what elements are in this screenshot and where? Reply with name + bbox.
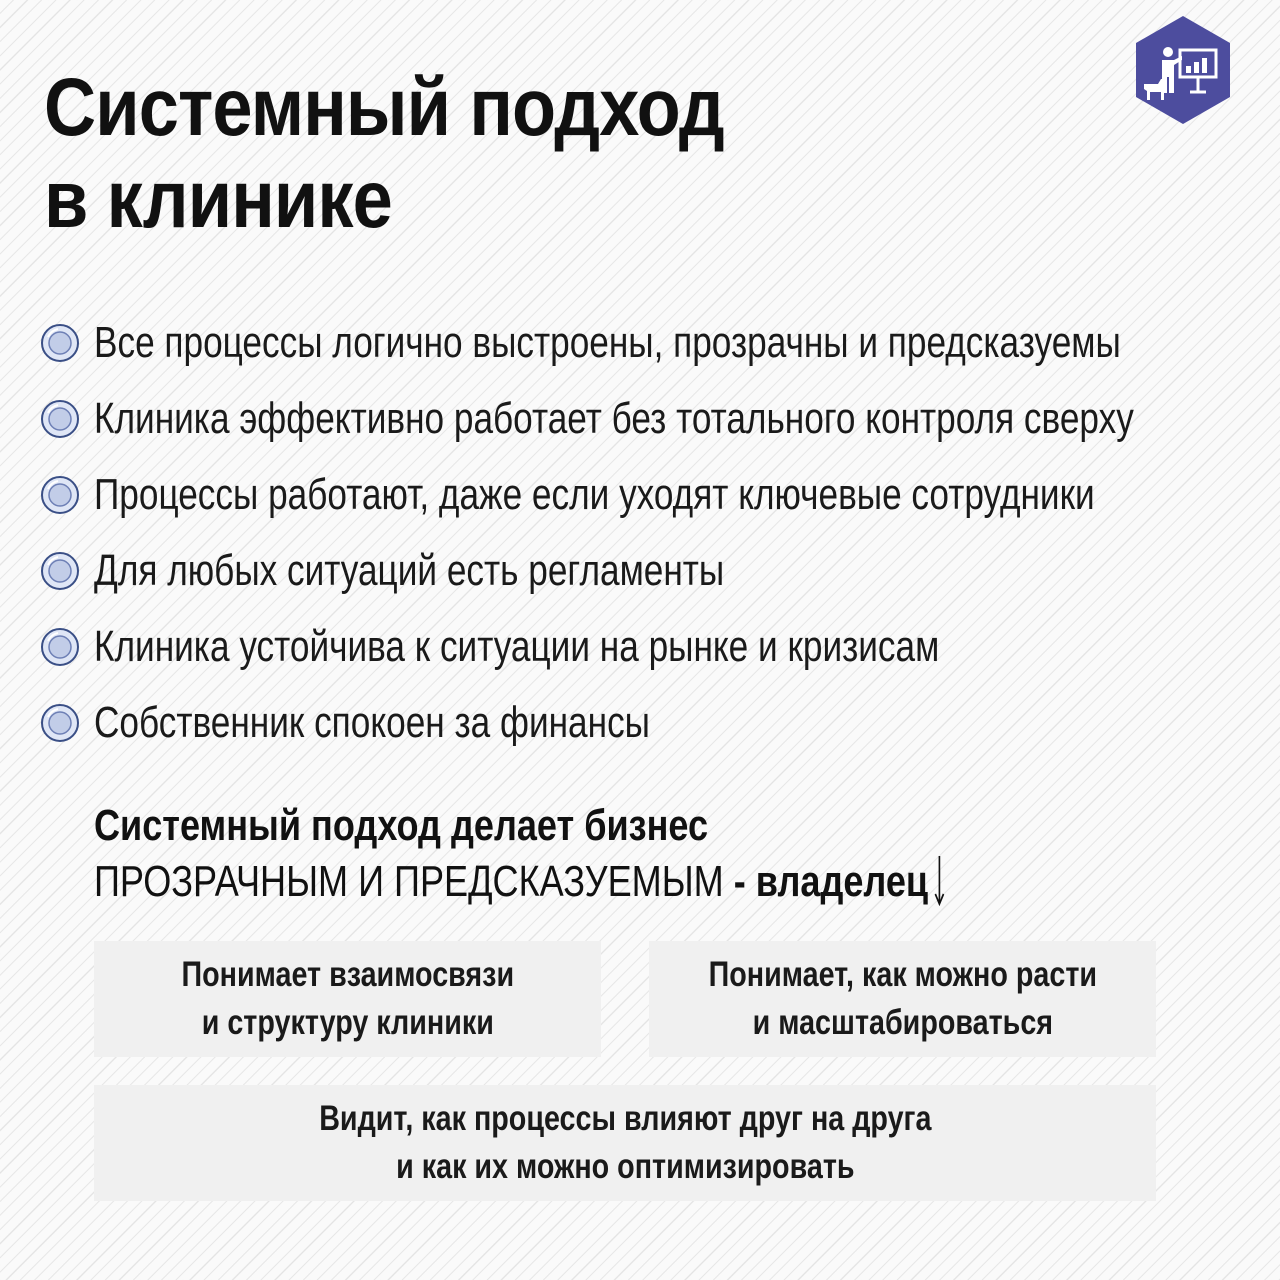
- summary-emphasis: ПРОЗРАЧНЫМ И ПРЕДСКАЗУЕМЫМ: [94, 857, 724, 906]
- list-item-text: Все процессы логично выстроены, прозрачны и предсказуемы: [94, 318, 1121, 367]
- benefits-list: [40, 305, 1280, 761]
- list-item-text: Собственник спокоен за финансы: [94, 698, 650, 747]
- plate-icon: [40, 323, 80, 363]
- plate-icon: [40, 399, 80, 439]
- box-line-2: и структуру клиники: [201, 1003, 494, 1042]
- list-item: [40, 533, 1280, 609]
- page-title: [44, 62, 724, 246]
- arrow-down-icon: [933, 856, 946, 906]
- list-item: [40, 457, 1280, 533]
- list-item-text: Клиника эффективно работает без тотального контроля сверху: [94, 394, 1134, 443]
- box-text: [319, 1095, 931, 1191]
- list-item: [40, 609, 1280, 685]
- box-line-2: и как их можно оптимизировать: [395, 1147, 855, 1186]
- list-item: [40, 685, 1280, 761]
- page-title-line-2: в клинике: [44, 154, 392, 245]
- owner-benefit-box-optimization: [94, 1085, 1156, 1201]
- list-item-text: Процессы работают, даже если уходят ключевые сотрудники: [94, 470, 1095, 519]
- plate-icon: [40, 551, 80, 591]
- page-title-line-1: Системный подход: [44, 62, 724, 153]
- box-line-1: Понимает, как можно расти: [708, 955, 1097, 994]
- owner-benefit-box-growth: [649, 941, 1156, 1057]
- list-item: [40, 381, 1280, 457]
- dog-trainer-presentation-icon: [1134, 14, 1232, 126]
- summary-statement: [94, 798, 1133, 910]
- summary-owner: - владелец: [723, 857, 929, 906]
- plate-icon: [40, 475, 80, 515]
- summary-line-1-text: Системный подход делает бизнес: [94, 801, 709, 850]
- box-text: [708, 951, 1096, 1047]
- box-line-2: и масштабироваться: [752, 1003, 1053, 1042]
- owner-benefit-box-structure: [94, 941, 601, 1057]
- summary-line-2: [94, 854, 946, 910]
- plate-icon: [40, 703, 80, 743]
- list-item-text: Клиника устойчива к ситуации на рынке и кризисам: [94, 622, 940, 671]
- box-text: [181, 951, 514, 1047]
- box-line-1: Понимает взаимосвязи: [181, 955, 514, 994]
- list-item-text: Для любых ситуаций есть регламенты: [94, 546, 725, 595]
- summary-line-1: [94, 798, 946, 854]
- plate-icon: [40, 627, 80, 667]
- list-item: [40, 305, 1280, 381]
- box-line-1: Видит, как процессы влияют друг на друга: [318, 1099, 932, 1138]
